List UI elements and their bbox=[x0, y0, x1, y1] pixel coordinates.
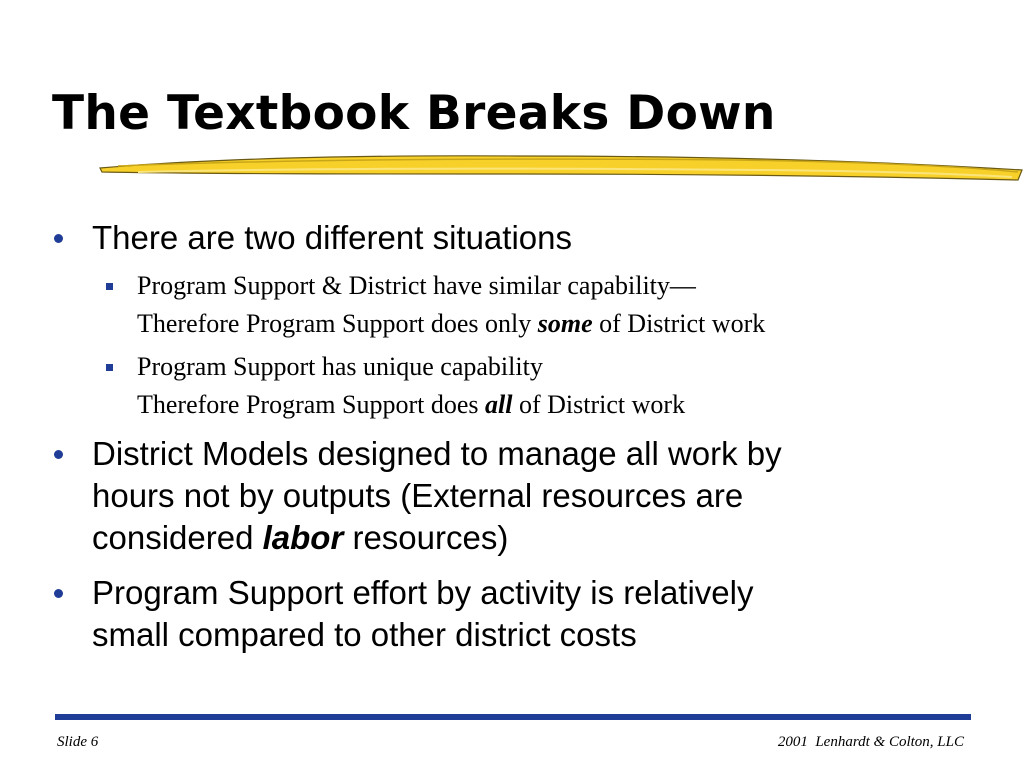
bullet-3-line1: Program Support effort by activity is relatively bbox=[92, 574, 754, 611]
sub-bullet-1 bbox=[137, 267, 765, 343]
bullet-3 bbox=[92, 572, 753, 656]
bullet-dot-icon bbox=[54, 450, 63, 459]
slide-number: Slide 6 bbox=[57, 734, 99, 750]
bullet-2 bbox=[92, 433, 782, 559]
sub-bullet-2-line1: Program Support has unique capability bbox=[137, 352, 543, 381]
bullet-square-icon bbox=[106, 283, 113, 290]
bullet-1 bbox=[92, 217, 572, 259]
emphasis-all: all bbox=[485, 390, 513, 419]
sub-bullet-2 bbox=[137, 348, 685, 424]
bullet-square-icon bbox=[106, 364, 113, 371]
bullet-2-line1: District Models designed to manage all work by bbox=[92, 435, 782, 472]
copyright-text: 2001 Lenhardt & Colton, LLC bbox=[777, 734, 964, 750]
sub-bullet-2-line2-pre: Therefore Program Support does bbox=[137, 390, 486, 419]
highlight-swoosh bbox=[98, 146, 1024, 186]
bullet-3-line2: small compared to other district costs bbox=[92, 616, 637, 653]
bullet-dot-icon bbox=[54, 234, 63, 243]
bullet-1-text: There are two different situations bbox=[92, 219, 572, 256]
bullet-dot-icon bbox=[54, 589, 63, 598]
bullet-2-line2: hours not by outputs (External resources are bbox=[92, 477, 744, 514]
footer-rule bbox=[55, 714, 971, 720]
sub-bullet-1-line2-post: of District work bbox=[592, 309, 766, 338]
sub-bullet-1-line1: Program Support & District have similar capability— bbox=[137, 271, 696, 300]
bullet-2-line3-post: resources) bbox=[343, 519, 509, 556]
sub-bullet-2-line2-post: of District work bbox=[512, 390, 686, 419]
emphasis-some: some bbox=[537, 309, 593, 338]
sub-bullet-1-line2-pre: Therefore Program Support does only bbox=[137, 309, 538, 338]
bullet-2-line3-pre: considered bbox=[92, 519, 263, 556]
slide-title: The Textbook Breaks Down bbox=[52, 86, 776, 141]
emphasis-labor: labor bbox=[262, 519, 344, 556]
